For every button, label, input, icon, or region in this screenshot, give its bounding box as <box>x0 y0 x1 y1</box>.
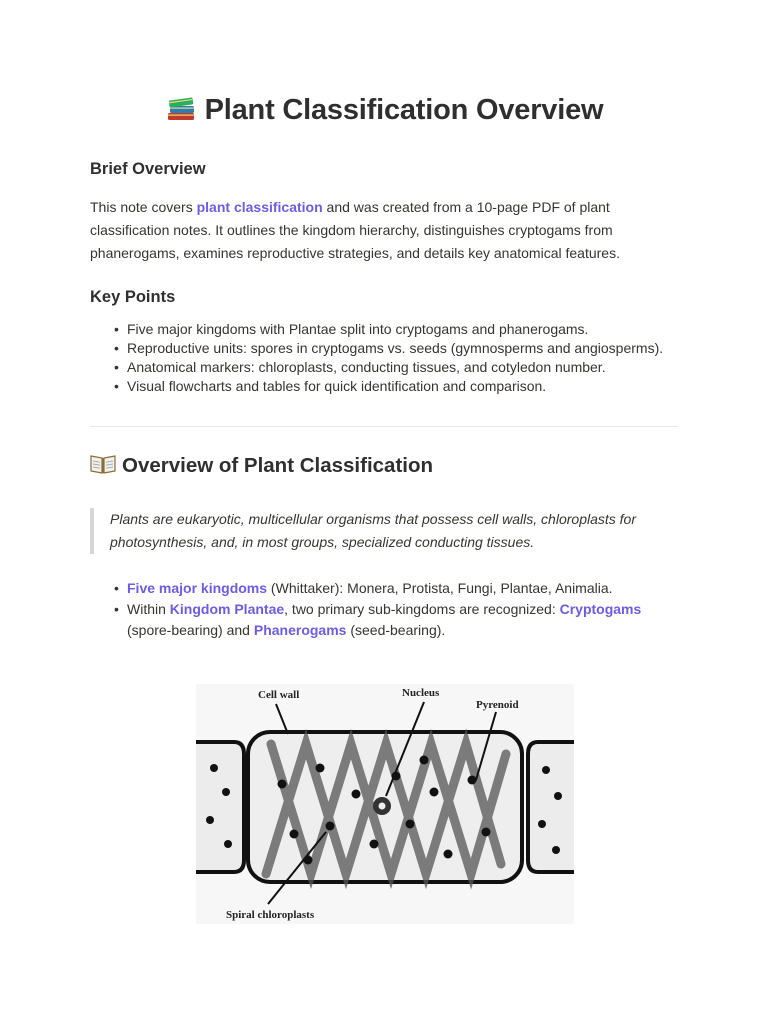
list-item <box>114 599 674 641</box>
definition-quote: Plants are eukaryotic, multicellular organisms that possess cell walls, chloroplasts for photosynthesis, and, in most groups, specialized conducting tissues. <box>90 508 678 554</box>
spiral-chloroplasts-label: Spiral chloroplasts <box>226 909 315 921</box>
overview-heading <box>90 453 433 478</box>
list-item: • Visual flowcharts and tables for quick identification and comparison. <box>114 377 674 396</box>
kingdom-plantae-link[interactable]: Kingdom Plantae <box>169 601 285 617</box>
open-book-icon <box>90 453 116 475</box>
overview-list <box>114 578 674 641</box>
brief-overview-text <box>90 196 678 265</box>
spirogyra-cell-diagram <box>196 684 574 924</box>
nucleus-label: Nucleus <box>402 687 440 699</box>
list-item: • Reproductive units: spores in cryptogams vs. seeds (gymnosperms and angiosperms). <box>114 339 674 358</box>
list-item: • Five major kingdoms with Plantae split into cryptogams and phanerogams. <box>114 320 674 339</box>
kingdoms-text: (Whittaker): Monera, Protista, Fungi, Plantae, Animalia. <box>267 580 613 596</box>
section-divider <box>90 426 678 427</box>
pyrenoid-label: Pyrenoid <box>476 699 519 711</box>
cryptogams-link[interactable]: Cryptogams <box>559 601 642 617</box>
brief-text-start: This note covers <box>90 199 197 215</box>
plant-classification-link[interactable]: plant classification <box>196 199 323 215</box>
spore-bearing-text: (spore-bearing) and <box>127 622 254 638</box>
page-title <box>90 92 678 127</box>
books-emoji-icon <box>165 92 197 124</box>
key-points-list <box>114 320 674 396</box>
list-item: • Anatomical markers: chloroplasts, conducting tissues, and cotyledon number. <box>114 358 674 377</box>
list-item <box>114 578 674 599</box>
seed-bearing-text: (seed-bearing). <box>346 622 446 638</box>
page-title-text: Plant Classification Overview <box>204 94 604 126</box>
brief-overview-heading: Brief Overview <box>90 160 206 178</box>
subkingdoms-text: , two primary sub-kingdoms are recognized: <box>284 601 560 617</box>
overview-heading-text: Overview of Plant Classification <box>122 454 434 477</box>
within-text: Within <box>127 601 170 617</box>
cell-wall-label: Cell wall <box>258 689 300 701</box>
brief-text-end: and was created from a 10-page PDF of plant classification notes. It outlines the kingdom hierarchy, distinguishes cryptogams from phanerogams, examines reproductive strategies, and details key anatomical features. <box>90 199 620 261</box>
key-points-heading: Key Points <box>90 288 176 306</box>
phanerogams-link[interactable]: Phanerogams <box>253 622 347 638</box>
five-major-kingdoms-link[interactable]: Five major kingdoms <box>127 580 268 596</box>
